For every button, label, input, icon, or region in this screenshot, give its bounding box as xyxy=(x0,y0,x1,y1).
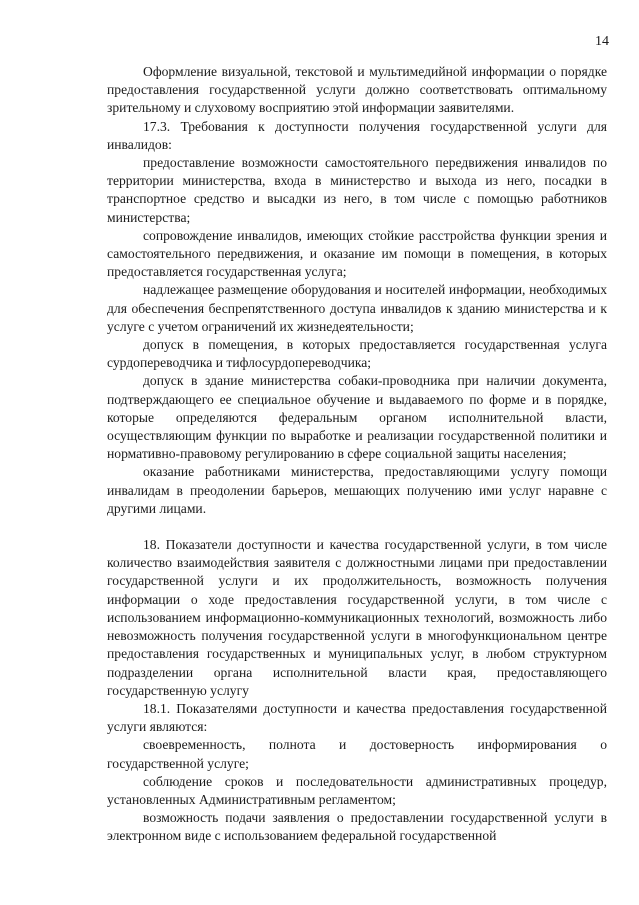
paragraph: оказание работниками министерства, предоставляющими услугу помощи инвалидам в преодолении барьеров, мешающих получению ими услуг наравне с другими лицами. xyxy=(107,464,607,516)
paragraph: надлежащее размещение оборудования и носителей информации, необходимых для обеспечения беспрепятственного доступа инвалидов к зданию министерства и к услуге с учетом ограничений их жизнедеятельности; xyxy=(107,282,607,334)
page-number: 14 xyxy=(595,34,609,49)
paragraph: возможность подачи заявления о предоставлении государственной услуги в электронном виде с использованием федеральной государственной xyxy=(107,810,607,844)
paragraph: допуск в помещения, в которых предоставляется государственная услуга сурдопереводчика и тифлосурдопереводчика; xyxy=(107,337,607,371)
paragraph: 18.1. Показателями доступности и качества предоставления государственной услуги являются: xyxy=(107,700,607,735)
paragraph: Оформление визуальной, текстовой и мультимедийной информации о порядке предоставления государственной услуги должно соответствовать оптимальному зрительному и слуховому восприятию этой информации заявителями. xyxy=(107,64,607,116)
paragraph: допуск в здание министерства собаки-проводника при наличии документа, подтверждающего ее специальное обучение и выдаваемого по форме и в порядке, которые определяются федеральным органом исполнительной власти, осуществляющим функции по выработке и реализации государственной политики и нормативно-правовому регулированию в сфере социальной защиты населения; xyxy=(107,373,607,462)
paragraph: соблюдение сроков и последовательности административных процедур, установленных Административным регламентом; xyxy=(107,773,607,807)
paragraph: предоставление возможности самостоятельного передвижения инвалидов по территории министерства, входа в министерство и выхода из него, посадки в транспортное средство и высадки из него, в том числе с помощью работников министерства; xyxy=(107,155,607,225)
section-heading-paragraph: 18. Показатели доступности и качества государственной услуги, в том числе количество взаимодействия заявителя с должностными лицами при предоставлении государственной услуги и их продолжительность, возможность получения информации о ходе предоставления государственной услуги, в том числе с использованием информационно-коммуникационных технологий, возможность либо невозможность получения государственной услуги в многофункциональном центре предоставления государственных и муниципальных услуг, в любом структурном подразделении органа исполнительной власти края, предоставляющего государственную услугу xyxy=(107,537,607,698)
paragraph: сопровождение инвалидов, имеющих стойкие расстройства функции зрения и самостоятельного передвижения, и оказание им помощи в помещения, в которых предоставляется государственная услуга; xyxy=(107,227,607,280)
paragraph: своевременность, полнота и достоверность информирования о государственной услуге; xyxy=(107,737,607,771)
document-body xyxy=(107,63,607,846)
paragraph: 17.3. Требования к доступности получения государственной услуги для инвалидов: xyxy=(107,118,607,152)
